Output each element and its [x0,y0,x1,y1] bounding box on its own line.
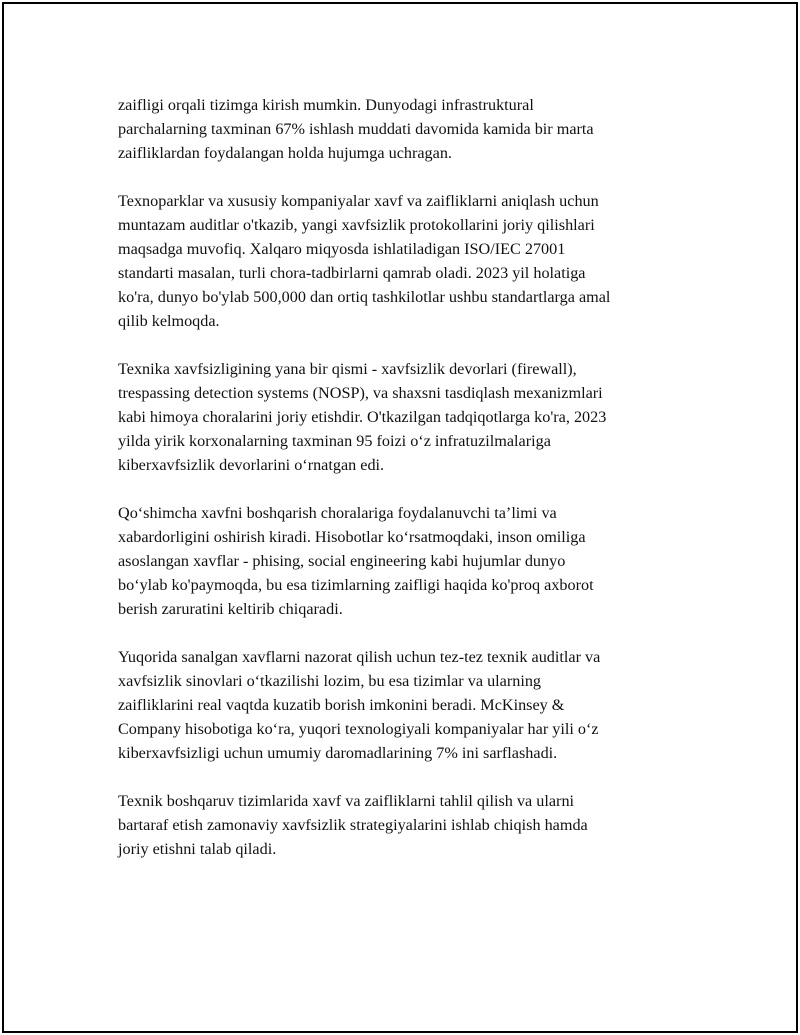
paragraph-user-education: Qo‘shimcha xavfni boshqarish choralariga foydalanuvchi ta’limi va xabardorligini oshirish kiradi. Hisobotlar ko‘rsatmoqdaki, inson omiliga asoslangan xavflar - phising, social engineering kabi hujumlar dunyo bo‘ylab ko'paymoqda, bu esa tizimlarning zaifligi haqida ko'proq axborot berish zaruratini keltirib chiqaradi. [118,504,594,618]
document-body [118,93,688,885]
paragraph-security-testing: Yuqorida sanalgan xavflarni nazorat qilish uchun tez-tez texnik auditlar va xavfsizlik sinovlari o‘tkazilishi lozim, bu esa tizimlar va ularning zaifliklarini real vaqtda kuzatib borish imkonini beradi. McKinsey & Company hisobotiga ko‘ra, yuqori texnologiyali kompaniyalar har yili o‘z kiberxavfsizligi uchun umumiy daromadlarining 7% ini sarflashadi. [118,648,601,762]
paragraph-firewalls: Texnika xavfsizligining yana bir qismi - xavfsizlik devorlari (firewall), trespassing detection systems (NOSP), va shaxsni tasdiqlash mexanizmlari kabi himoya choralarini joriy etishdir. O'tkazilgan tadqiqotlarga ko'ra, 2023 yilda yirik korxonalarning taxminan 95 foizi o‘z infratuzilmalariga kiberxavfsizlik devorlarini o‘rnatgan edi. [118,360,607,474]
paragraph-vulnerability-intro: zaifligi orqali tizimga kirish mumkin. Dunyodagi infrastruktural parchalarning taxminan 67% ishlash muddati davomida kamida bir marta zaifliklardan foydalangan holda hujumga uchragan. [118,96,594,162]
paragraph-conclusion: Texnik boshqaruv tizimlarida xavf va zaifliklarni tahlil qilish va ularni bartaraf etish zamonaviy xavfsizlik strategiyalarini ishlab chiqish hamda joriy etishni talab qiladi. [118,792,588,858]
paragraph-audits-iso: Texnoparklar va xususiy kompaniyalar xavf va zaifliklarni aniqlash uchun muntazam auditlar o'tkazib, yangi xavfsizlik protokollarini joriy qilishlari maqsadga muvofiq. Xalqaro miqyosda ishlatiladigan ISO/IEC 27001 standarti masalan, turli chora-tadbirlarni qamrab oladi. 2023 yil holatiga ko'ra, dunyo bo'ylab 500,000 dan ortiq tashkilotlar ushbu standartlarga amal qilib kelmoqda. [118,192,611,330]
